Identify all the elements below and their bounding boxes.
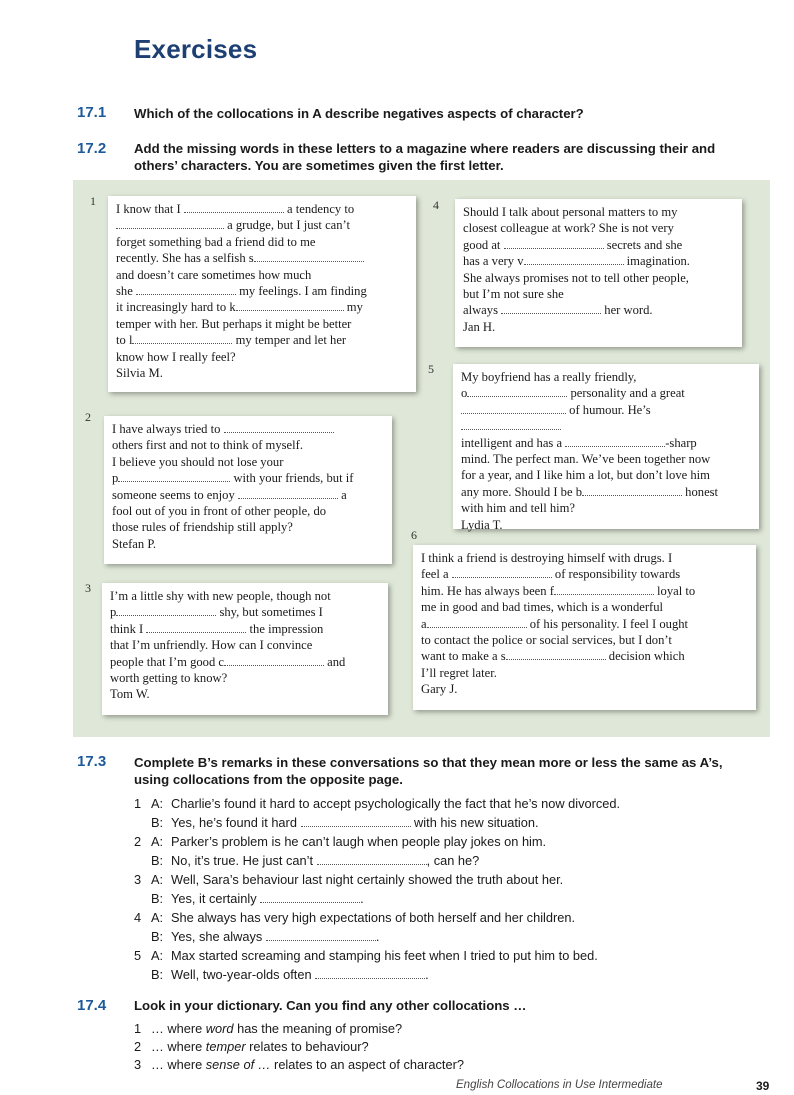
- heading-line: using collocations from the opposite page.: [134, 772, 403, 787]
- letter-text: worth getting to know?: [110, 671, 228, 686]
- letter-text: people that I’m good c: [110, 654, 225, 669]
- letter-line: [116, 299, 408, 315]
- blank-gap[interactable]: [224, 654, 324, 666]
- blank-gap[interactable]: [452, 566, 552, 578]
- letter-text: always: [463, 303, 502, 318]
- letter-line: [463, 253, 734, 269]
- blank-gap[interactable]: [266, 929, 376, 941]
- item-number: 3: [134, 872, 142, 887]
- letter-line: [421, 665, 748, 681]
- letter-text: but I’m not sure she: [463, 287, 564, 302]
- letter-line: [116, 365, 408, 381]
- letter-line: [116, 217, 408, 233]
- conversation-a-line: [134, 909, 774, 926]
- letter-text: secrets and she: [603, 237, 683, 252]
- letter-line: [461, 369, 751, 385]
- letter-line: [116, 349, 408, 365]
- page-number: 39: [756, 1079, 770, 1093]
- speaker-b-text: No, it’s true. He just can’t: [171, 853, 317, 868]
- letter-line: [461, 500, 751, 516]
- blank-gap[interactable]: [116, 604, 216, 616]
- blank-gap[interactable]: [236, 299, 344, 311]
- heading-line: Complete B’s remarks in these conversations so that they mean more or less the same as A’s,: [134, 755, 723, 770]
- speaker-b-text: Well, two-year-olds often: [171, 967, 316, 982]
- item-number: 1: [134, 1021, 142, 1036]
- keyword: sense of …: [205, 1057, 271, 1072]
- letter-text: any more. Should I be b: [461, 484, 583, 499]
- speaker-b-text-end: .: [360, 891, 364, 906]
- letter-text: think I: [110, 621, 147, 636]
- letter-text: a: [421, 616, 427, 631]
- letter-number-3: 3: [85, 581, 91, 595]
- letter-line: [421, 681, 748, 697]
- question-text: … where: [151, 1021, 206, 1036]
- item-number: 2: [134, 834, 142, 849]
- speaker-a-text: Max started screaming and stamping his feet when I tried to put him to bed.: [171, 948, 598, 963]
- item-number: 3: [134, 1057, 142, 1072]
- conversation-b-line: [134, 814, 774, 831]
- speaker-a-text: Well, Sara’s behaviour last night certainly showed the truth about her.: [171, 872, 564, 887]
- letter-text: Gary J.: [421, 682, 458, 697]
- letter-text: recently. She has a selfish s: [116, 251, 254, 266]
- letter-text: me in good and bad times, which is a wonderful: [421, 600, 664, 615]
- letter-text: decision which: [605, 649, 685, 664]
- letter-line: [463, 270, 734, 286]
- letter-text: my feelings. I am finding: [235, 284, 367, 299]
- letter-line: [110, 604, 380, 620]
- letter-text: want to make a s: [421, 649, 506, 664]
- letter-text: it increasingly hard to k: [116, 300, 236, 315]
- letter-line: [112, 454, 384, 470]
- letter-text: know how I really feel?: [116, 349, 236, 364]
- letter-line: [110, 670, 380, 686]
- letter-text: her word.: [601, 303, 653, 318]
- speaker-a-text: Charlie’s found it hard to accept psychologically the fact that he’s now divorced.: [171, 796, 621, 811]
- letter-line: [421, 616, 748, 632]
- letter-line: [112, 503, 384, 519]
- letter-text: that I’m unfriendly. How can I convince: [110, 638, 313, 653]
- dictionary-question: [134, 1056, 774, 1073]
- blank-gap[interactable]: [504, 237, 604, 249]
- letter-text: temper with her. But perhaps it might be better: [116, 316, 352, 331]
- page-title: Exercises: [134, 34, 258, 64]
- letter-line: [110, 588, 380, 604]
- letter-number-2: 2: [85, 410, 91, 424]
- item-number: 4: [134, 910, 142, 925]
- letter-text: My boyfriend has a really friendly,: [461, 370, 637, 384]
- blank-gap[interactable]: [467, 385, 567, 397]
- letter-text: I think a friend is destroying himself with drugs. I: [421, 551, 673, 565]
- letter-text: Should I talk about personal matters to my: [463, 205, 678, 219]
- heading-line: Add the missing words in these letters to a magazine where readers are discussing their and: [134, 141, 716, 156]
- letter-line: [112, 470, 384, 486]
- exercise-heading-17-2: [134, 140, 754, 174]
- letter-card-6: [413, 545, 756, 710]
- speaker-b-label: B:: [151, 891, 164, 906]
- blank-gap[interactable]: [260, 891, 360, 903]
- question-text-end: has the meaning of promise?: [233, 1021, 403, 1036]
- letter-text: imagination.: [623, 254, 690, 269]
- keyword: word: [205, 1021, 234, 1036]
- blank-gap[interactable]: [506, 648, 606, 660]
- letter-text: a tendency to: [283, 202, 355, 216]
- letter-text: intelligent and has a: [461, 435, 566, 450]
- letter-line: [112, 421, 384, 437]
- letter-line: [461, 517, 751, 533]
- letter-text: -sharp: [665, 435, 697, 450]
- letter-text: a grudge, but I just can’t: [224, 218, 351, 233]
- conversation-b-line: [134, 966, 774, 983]
- letter-line: [463, 302, 734, 318]
- letter-line: [463, 220, 734, 236]
- letter-text: personality and a great: [567, 386, 685, 401]
- letter-text: to l: [116, 333, 133, 348]
- letter-text: feel a: [421, 567, 452, 582]
- speaker-b-text-end: .: [425, 967, 429, 982]
- dictionary-question: [134, 1038, 774, 1055]
- conversation-a-line: [134, 833, 774, 850]
- letter-text: Silvia M.: [116, 366, 163, 381]
- exercise-number-17-3: 17.3: [77, 753, 107, 770]
- letter-line: [112, 536, 384, 552]
- letter-text: Stefan P.: [112, 536, 157, 551]
- letter-text: of humour. He’s: [566, 402, 651, 417]
- letter-text: She always promises not to tell other people,: [463, 270, 689, 285]
- blank-gap[interactable]: [461, 418, 561, 430]
- blank-gap[interactable]: [301, 815, 411, 827]
- letter-text: Lydia T.: [461, 517, 503, 532]
- letter-line: [116, 316, 408, 332]
- letter-text: I’m a little shy with new people, though not: [110, 589, 331, 603]
- question-text: … where: [151, 1057, 206, 1072]
- letter-text: and doesn’t care sometimes how much: [116, 267, 312, 282]
- letter-line: [116, 283, 408, 299]
- speaker-a-label: A:: [151, 948, 164, 963]
- dictionary-question: [134, 1020, 774, 1037]
- conversation-a-line: [134, 871, 774, 888]
- blank-gap[interactable]: [254, 250, 364, 262]
- item-number: 5: [134, 948, 142, 963]
- letter-card-3: [102, 583, 388, 715]
- letter-text: closest colleague at work? She is not very: [463, 221, 674, 236]
- footer-book-title: English Collocations in Use Intermediate: [456, 1079, 663, 1091]
- letter-text: she: [116, 284, 136, 299]
- conversation-b-line: [134, 928, 774, 945]
- blank-gap[interactable]: [315, 967, 425, 979]
- letter-text: good at: [463, 237, 504, 252]
- speaker-b-text: Yes, it certainly: [171, 891, 261, 906]
- letter-text: shy, but sometimes I: [216, 605, 323, 620]
- letter-line: [461, 451, 751, 467]
- question-text-end: relates to behaviour?: [245, 1039, 369, 1054]
- letter-text: I have always tried to: [112, 422, 224, 436]
- blank-gap[interactable]: [554, 583, 654, 595]
- letter-line: [461, 402, 751, 435]
- blank-gap[interactable]: [224, 421, 334, 433]
- letter-text: has a very v: [463, 254, 524, 269]
- item-number: 2: [134, 1039, 142, 1054]
- letter-line: [461, 484, 751, 500]
- letter-text: mind. The perfect man. We’ve been together now: [461, 452, 711, 467]
- letter-text: p: [110, 605, 117, 620]
- letter-line: [421, 566, 748, 582]
- letter-line: [116, 332, 408, 348]
- blank-gap[interactable]: [116, 217, 224, 229]
- letter-number-4: 4: [433, 198, 439, 212]
- blank-gap[interactable]: [582, 484, 682, 496]
- letter-line: [112, 487, 384, 503]
- keyword: temper: [205, 1039, 246, 1054]
- letter-text: Jan H.: [463, 319, 496, 334]
- letter-line: [463, 237, 734, 253]
- speaker-a-label: A:: [151, 910, 164, 925]
- letter-text: those rules of friendship still apply?: [112, 520, 293, 535]
- letter-text: others first and not to think of myself.: [112, 438, 303, 453]
- letter-text: forget something bad a friend did to me: [116, 234, 316, 249]
- letter-line: [463, 286, 734, 302]
- letter-text: with him and tell him?: [461, 501, 576, 516]
- letter-text: my: [343, 300, 363, 315]
- speaker-b-text-end: , can he?: [426, 853, 480, 868]
- speaker-b-text-end: .: [375, 929, 380, 944]
- letter-text: someone seems to enjoy: [112, 487, 238, 502]
- blank-gap[interactable]: [461, 402, 566, 414]
- letter-text: for a year, and I like him a lot, but don’t love him: [461, 468, 710, 483]
- question-text-end: relates to an aspect of character?: [270, 1057, 464, 1072]
- letter-text: of responsibility towards: [551, 567, 681, 582]
- letter-line: [421, 599, 748, 615]
- blank-gap[interactable]: [565, 435, 665, 447]
- heading-line: others’ characters. You are sometimes given the first letter.: [134, 158, 504, 173]
- letter-card-4: [455, 199, 742, 347]
- letter-text: with your friends, but if: [230, 471, 354, 486]
- letter-line: [116, 201, 408, 217]
- speaker-b-text: Yes, she always: [171, 929, 266, 944]
- question-text: … where: [151, 1039, 206, 1054]
- letter-card-1: [108, 196, 416, 392]
- letter-line: [421, 648, 748, 664]
- letter-text: loyal to: [653, 583, 696, 598]
- blank-gap[interactable]: [136, 283, 236, 295]
- letter-line: [112, 519, 384, 535]
- letter-text: honest: [682, 484, 719, 499]
- exercise-heading-17-4: Look in your dictionary. Can you find any other collocations …: [134, 998, 527, 1013]
- letter-line: [116, 250, 408, 266]
- letter-card-2: [104, 416, 392, 564]
- letter-text: I know that I: [116, 202, 184, 216]
- blank-gap[interactable]: [238, 487, 338, 499]
- letter-text: to contact the police or social services, but I don’t: [421, 633, 672, 648]
- blank-gap[interactable]: [317, 853, 427, 865]
- letter-line: [421, 632, 748, 648]
- letter-text: and: [324, 654, 346, 669]
- letter-text: p: [112, 471, 119, 486]
- letter-line: [110, 621, 380, 637]
- blank-gap[interactable]: [524, 253, 624, 265]
- letter-number-1: 1: [90, 194, 96, 208]
- blank-gap[interactable]: [118, 470, 230, 482]
- speaker-b-label: B:: [151, 967, 164, 982]
- exercise-heading-17-1: Which of the collocations in A describe negatives aspects of character?: [134, 106, 584, 121]
- letter-text: of his personality. I feel I ought: [526, 616, 689, 631]
- letter-text: o: [461, 386, 468, 401]
- letter-text: him. He has always been f: [421, 583, 554, 598]
- letter-text: Tom W.: [110, 687, 150, 702]
- letter-line: [421, 550, 748, 566]
- letter-line: [463, 204, 734, 220]
- speaker-a-label: A:: [151, 872, 164, 887]
- blank-gap[interactable]: [146, 621, 246, 633]
- speaker-b-label: B:: [151, 853, 164, 868]
- letter-number-6: 6: [411, 528, 417, 542]
- letter-text: a: [337, 487, 347, 502]
- speaker-b-text: Yes, he’s found it hard: [171, 815, 301, 830]
- conversation-b-line: [134, 852, 774, 869]
- item-number: 1: [134, 796, 142, 811]
- letter-line: [110, 654, 380, 670]
- blank-gap[interactable]: [501, 302, 601, 314]
- letter-line: [110, 637, 380, 653]
- letter-text: I’ll regret later.: [421, 665, 497, 680]
- speaker-b-text-end: with his new situation.: [410, 815, 539, 830]
- letter-line: [116, 267, 408, 283]
- speaker-a-text: She always has very high expectations of both herself and her children.: [171, 910, 576, 925]
- blank-gap[interactable]: [132, 332, 232, 344]
- conversation-a-line: [134, 947, 774, 964]
- letter-line: [112, 437, 384, 453]
- speaker-b-label: B:: [151, 815, 164, 830]
- letter-line: [463, 319, 734, 335]
- letter-line: [461, 385, 751, 401]
- speaker-b-label: B:: [151, 929, 164, 944]
- letter-number-5: 5: [428, 362, 434, 376]
- letter-line: [461, 435, 751, 451]
- letter-text: I believe you should not lose your: [112, 454, 284, 469]
- letter-line: [116, 234, 408, 250]
- blank-gap[interactable]: [184, 201, 284, 213]
- exercise-number-17-4: 17.4: [77, 997, 107, 1014]
- letter-line: [421, 583, 748, 599]
- exercise-number-17-1: 17.1: [77, 104, 107, 121]
- letter-text: fool out of you in front of other people, do: [112, 504, 327, 519]
- letter-text: the impression: [246, 621, 324, 636]
- letter-text: my temper and let her: [232, 333, 347, 348]
- conversation-b-line: [134, 890, 774, 907]
- exercise-heading-17-3: [134, 754, 754, 788]
- speaker-a-label: A:: [151, 796, 164, 811]
- exercise-number-17-2: 17.2: [77, 140, 107, 157]
- letter-line: [461, 467, 751, 483]
- letter-line: [110, 686, 380, 702]
- conversation-a-line: [134, 795, 774, 812]
- speaker-a-text: Parker’s problem is he can’t laugh when people play jokes on him.: [171, 834, 547, 849]
- speaker-a-label: A:: [151, 834, 164, 849]
- letter-card-5: [453, 364, 759, 532]
- blank-gap[interactable]: [427, 616, 527, 628]
